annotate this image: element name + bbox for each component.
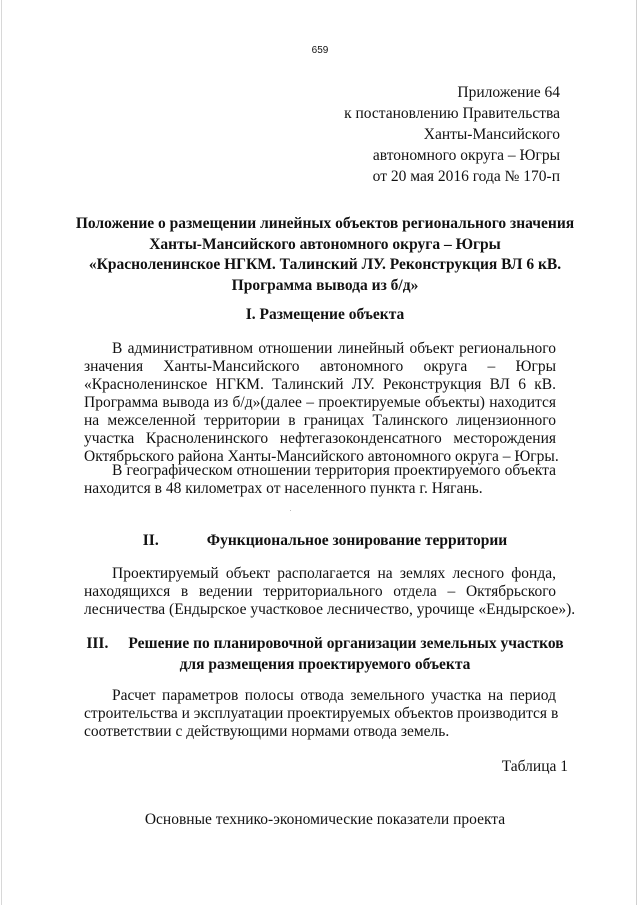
table-label: Таблица 1	[501, 758, 568, 775]
section-3-heading-line-2: для размещения проектируемого объекта	[179, 655, 471, 673]
appendix-line: автономного округа – Югры	[372, 147, 560, 164]
appendix-line: Приложение 64	[457, 84, 560, 101]
section-2-paragraph	[84, 565, 576, 619]
paragraph-line: В географическом отношении территория проектируемого объекта	[112, 462, 556, 479]
paragraph-line: значения Ханты-Мансийского автономного округа – Югры	[84, 358, 556, 375]
title-line: «Красноленинское НГКМ. Талинский ЛУ. Реконструкция ВЛ 6 кВ.	[88, 256, 562, 273]
scan-edge-left	[1, 0, 2, 905]
section-3-number: III.	[86, 635, 109, 652]
paragraph-line: В административном отношении линейный объект регионального	[112, 340, 556, 357]
paragraph-line: лесничества (Ендырское участковое лесничество, урочище «Ендырское»).	[84, 601, 576, 618]
appendix-block	[344, 82, 560, 187]
section-3-heading	[60, 634, 590, 675]
paragraph-line: Октябрьского района Ханты-Мансийского автономного округа – Югры.	[84, 448, 559, 465]
appendix-line: от 20 мая 2016 года № 170-п	[372, 168, 560, 185]
paragraph-line: Расчет параметров полосы отвода земельного участка на период	[112, 687, 556, 704]
title-line: Программа вывода из б/д»	[231, 276, 419, 294]
section-3-heading-text: Решение по планировочной организации земельных участков	[128, 635, 564, 652]
section-1-heading-text: I. Размещение объекта	[245, 306, 405, 323]
paragraph-line: Проектируемый объект располагается на землях лесного фонда,	[112, 565, 556, 582]
section-2-number: II.	[142, 532, 159, 549]
section-1-paragraph-2	[84, 462, 556, 498]
section-2-heading-text: Функциональное зонирование территории	[206, 532, 508, 549]
paragraph-line: участка Красноленинского нефтегазоконденсатного месторождения	[84, 430, 556, 447]
scan-edge-right	[636, 0, 637, 905]
paragraph-line: Программа вывода из б/д»(далее – проектируемые объекты) находится	[84, 394, 556, 411]
paragraph-line: находящихся в ведении территориального отдела – Октябрьского	[84, 583, 556, 600]
section-3-paragraph	[84, 687, 559, 741]
paragraph-line: строительства и эксплуатации проектируемых объектов производится в	[84, 705, 559, 722]
page-number: 659	[311, 45, 329, 56]
paragraph-line: на межселенной территории в границах Талинского лицензионного	[84, 412, 556, 429]
title-line: Ханты-Мансийского автономного округа – Югры	[149, 235, 501, 253]
section-2-heading	[60, 531, 590, 552]
document-title	[60, 214, 590, 296]
section-1-paragraph-1	[84, 340, 559, 466]
paragraph-line: «Красноленинское НГКМ. Талинский ЛУ. Реконструкция ВЛ 6 кВ.	[84, 376, 556, 393]
paragraph-line: соответствии с действующими нормами отвода земель.	[84, 723, 450, 740]
appendix-line: к постановлению Правительства	[344, 105, 560, 122]
title-line: Положение о размещении линейных объектов регионального значения	[75, 215, 575, 232]
section-1-heading	[60, 305, 590, 326]
scan-speck	[290, 510, 291, 511]
appendix-line: Ханты-Мансийского	[423, 126, 560, 143]
paragraph-line: находится в 48 километрах от населенного пункта г. Нягань.	[84, 480, 483, 497]
table-title: Основные технико-экономические показатели проекта	[144, 811, 506, 828]
